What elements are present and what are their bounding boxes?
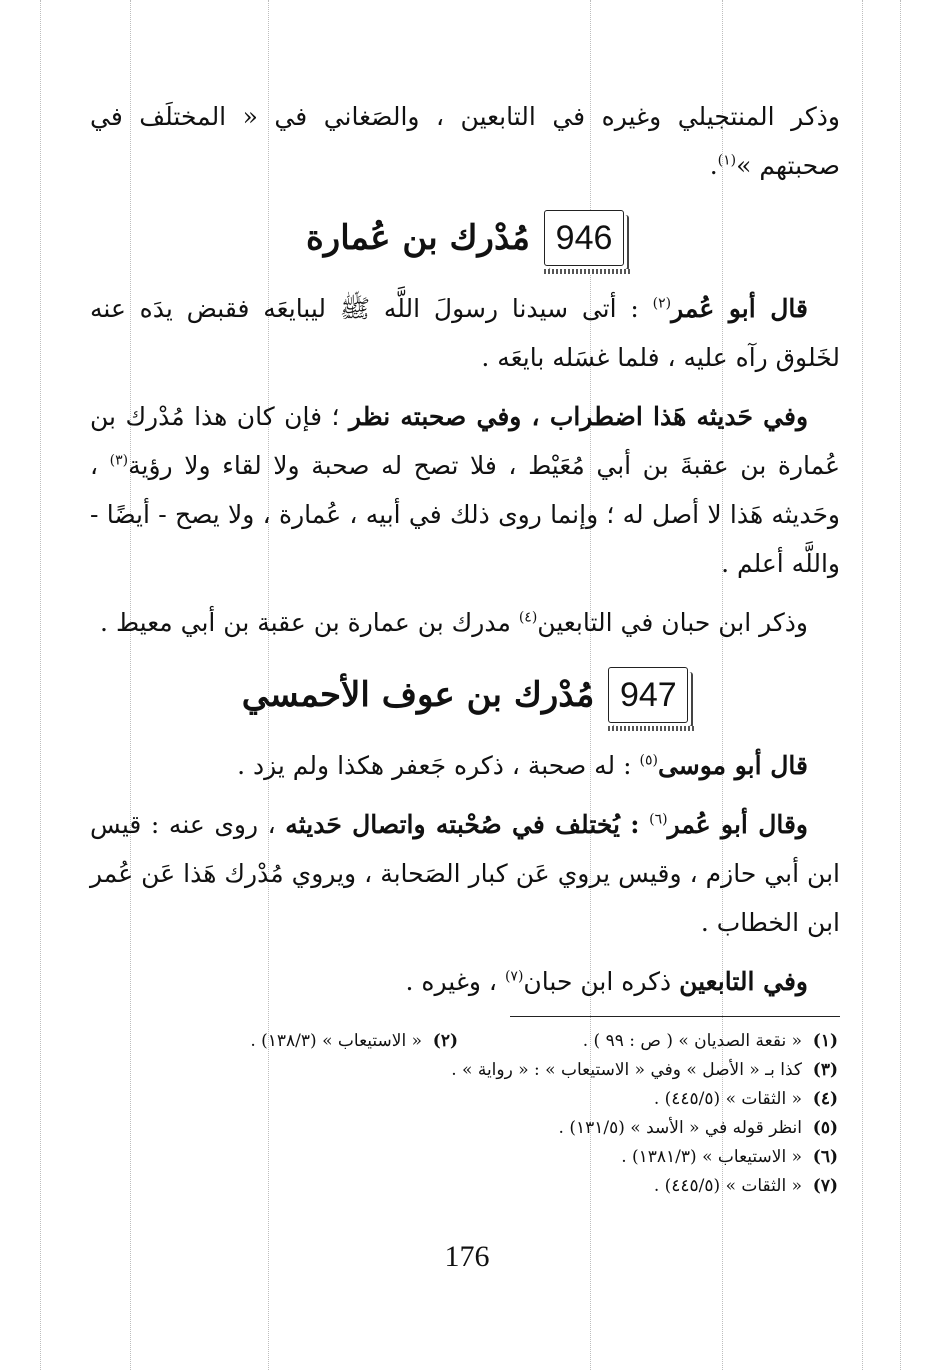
document-page [90,92,840,1201]
entry-number-box: 947 [608,667,688,723]
entry-946-paragraph-3 [90,598,840,647]
entry-946-paragraph-1 [90,284,840,382]
footnote-text: انظر قوله في « الأسد » (١٣١/٥) . [558,1118,802,1138]
entry-946-paragraph-2 [90,392,840,588]
footnote-ref[interactable]: (٥) [639,752,658,769]
footnote-text: « الاستيعاب » (١٣٨١/٣) . [621,1147,802,1167]
paragraph-text: ، وغيره . [405,967,497,996]
footnote-4 [90,1085,838,1114]
footnote-5 [90,1114,838,1143]
entry-947-paragraph-3 [90,957,840,1006]
entry-947-paragraph-2 [90,800,840,947]
footnote-ref[interactable]: (٦) [649,811,668,828]
footnote-number: (٦) [812,1147,838,1167]
footnote-row [90,1027,838,1056]
footnotes [90,1027,840,1201]
bold-phrase: وفي التابعين [679,967,808,996]
intro-end: . [709,151,718,180]
footnote-number: (١) [812,1031,838,1051]
narrator: قال أبو موسى [657,751,808,780]
paragraph-text: ذكره ابن حبان [523,967,672,996]
entry-947-paragraph-1 [90,741,840,790]
narrator: وقال أبو عُمر [667,810,809,839]
paragraph-text: : أتى سيدنا رسولَ اللَّه ﷺ ليبايعَه فقبض يدَه عنه لخَلوق رآه عليه ، فلما غسَله بايعَه . [90,294,840,372]
footnote-number: (٥) [812,1118,838,1138]
footnote-text: كذا بـ « الأصل » وفي « الاستيعاب » : « رواية » . [451,1060,802,1080]
entry-title: مُدْرك بن عُمارة [305,218,531,258]
intro-paragraph [90,92,840,190]
guide-line [862,0,863,1370]
entry-title: مُدْرك بن عوف الأحمسي [241,675,595,715]
footnote-number: (٣) [812,1060,838,1080]
footnote-ref[interactable]: (٣) [109,452,129,469]
intro-text: وذكر المنتجيلي وغيره في التابعين ، والصَغاني في « المختلَف في صحبتهم » [90,102,840,180]
footnote-separator [510,1016,840,1017]
bold-phrase: : يُختلف في صُحْبته واتصال حَديثه [285,810,640,839]
paragraph-text: ، روى عنه : قيس ابن أبي حازم ، وقيس يروي عَن كبار الصَحابة ، ويروي مُدْرك هَذا عَن عُمر ابن الخطاب . [90,810,840,937]
entry-heading-946 [90,210,840,266]
footnote-1 [583,1027,838,1056]
guide-line [40,0,41,1370]
paragraph-text: : له صحبة ، ذكره جَعفر هكذا ولم يزد . [237,751,632,780]
footnote-number: (٤) [812,1089,838,1109]
footnote-number: (٧) [812,1176,838,1196]
footnote-text: « نقعة الصديان » ( ص : ٩٩ ) . [582,1031,802,1051]
narrator: قال أبو عُمر [671,294,808,323]
paragraph-text: مدرك بن عمارة بن عقبة بن أبي معيط . [100,608,511,637]
footnote-number: (٢) [432,1031,458,1051]
paragraph-text: ؛ فإن كان هذا مُدْرك بن عُمارة بن عقبةَ بن أبي مُعَيْط ، فلا تصح له صحبة ولا لقاء ولا رؤية [90,402,841,480]
page-number: 176 [444,1240,490,1273]
footnote-ref[interactable]: (٤) [518,609,538,626]
footnote-7 [90,1172,838,1201]
footnote-ref[interactable]: (٢) [652,295,672,312]
footnote-text: « الثقات » (٤٤٥/٥) . [653,1176,802,1196]
footnote-text: « الاستيعاب » (١٣٨/٣) . [250,1031,422,1051]
footnote-ref[interactable]: (٧) [504,968,524,985]
footnote-6 [90,1143,838,1172]
entry-number-box: 946 [544,210,624,266]
footnote-text: « الثقات » (٤٤٥/٥) . [653,1089,802,1109]
paragraph-text: ، وحَديثه هَذا لا أصل له ؛ وإنما روى ذلك في أبيه ، عُمارة ، ولا يصح - أيضًا - واللَّه أعلم . [90,451,840,578]
guide-line [900,0,901,1370]
footnote-3 [90,1056,838,1085]
paragraph-text: وذكر ابن حبان في التابعين [537,608,808,637]
footnote-2 [250,1027,458,1056]
entry-heading-947 [90,667,840,723]
footnote-ref[interactable]: (١) [717,152,737,169]
bold-phrase: وفي حَديثه هَذا اضطراب ، وفي صحبته نظر [348,402,809,431]
